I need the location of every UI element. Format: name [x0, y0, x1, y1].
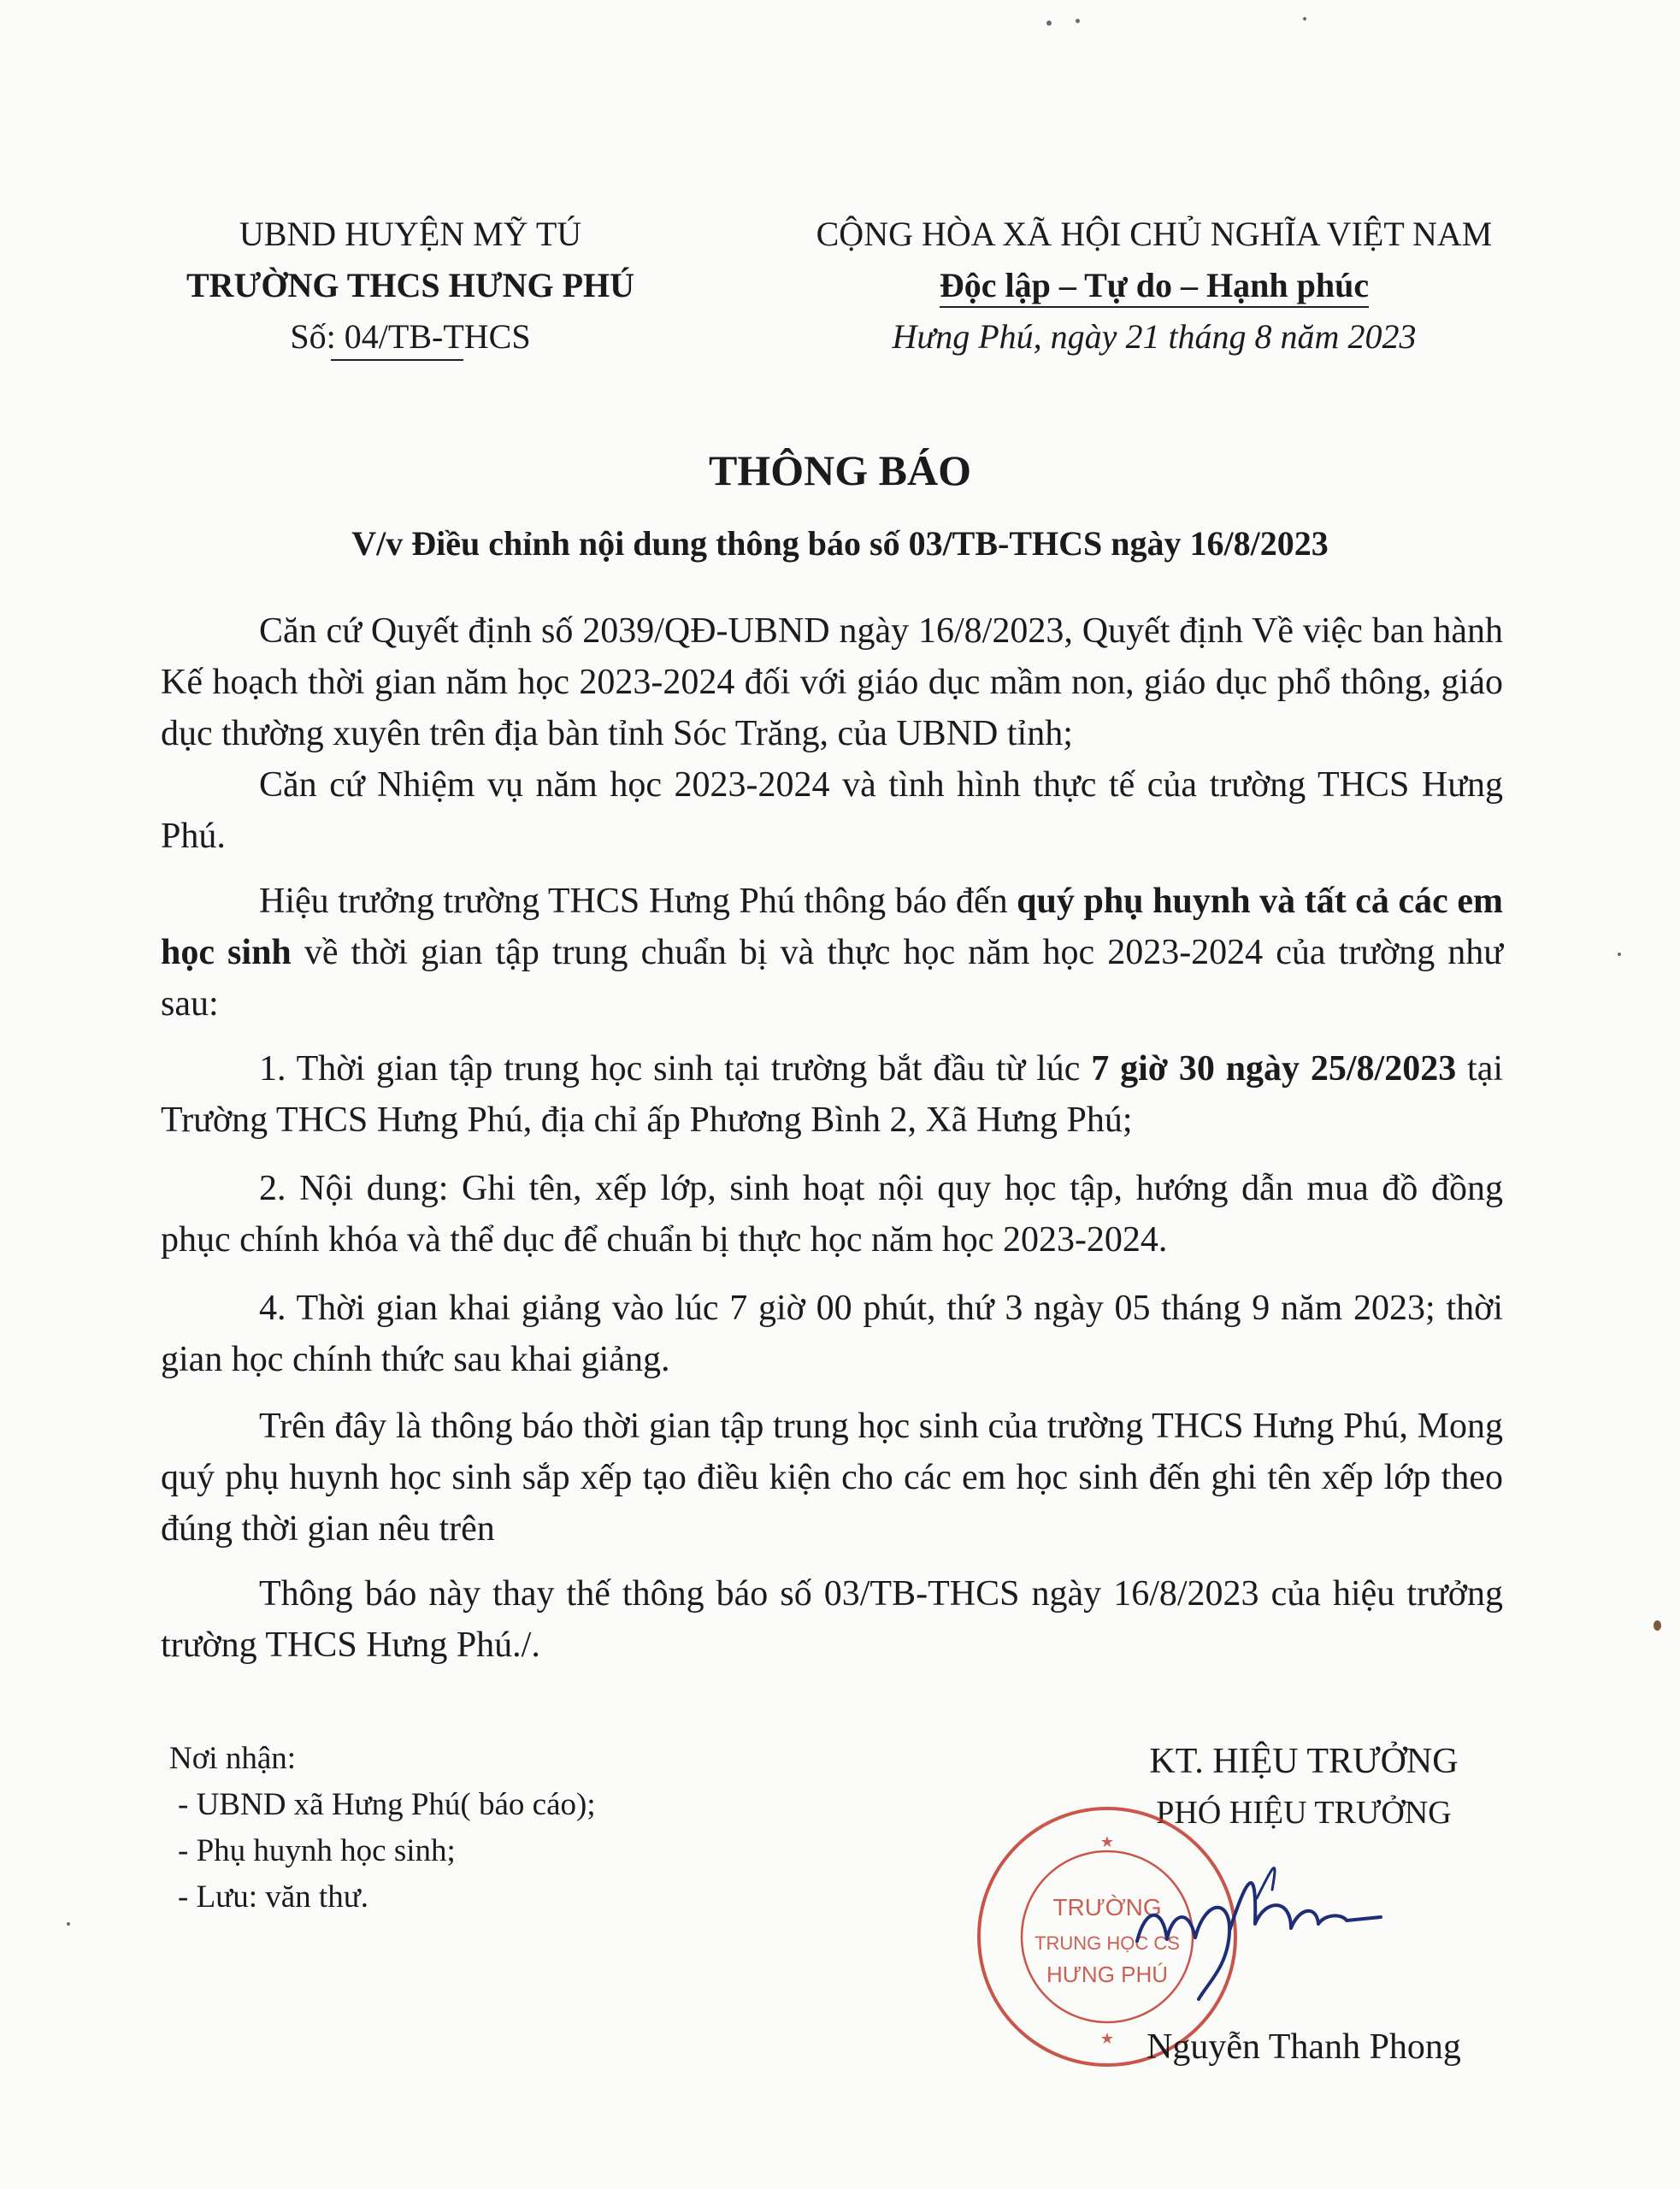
national-title: CỘNG HÒA XÃ HỘI CHỦ NGHĨA VIỆT NAM — [816, 215, 1493, 253]
paragraph-item-2: 2. Nội dung: Ghi tên, xếp lớp, sinh hoạt nội quy học tập, hướng dẫn mua đồ đồng phục chính khóa và thể dục để chuẩn bị thực học năm học 2023-2024. — [161, 1169, 1503, 1260]
svg-text:★: ★ — [1099, 2030, 1115, 2047]
recipients-label: Nơi nhận: — [169, 1741, 297, 1776]
paragraph-announcement: Hiệu trưởng trường THCS Hưng Phú thông báo đến quý phụ huynh và tất cả các em học sinh về thời gian tập trung chuẩn bị và thực học năm học 2023-2024 của trường như sau: — [161, 882, 1504, 1024]
national-motto: Độc lập – Tự do – Hạnh phúc — [718, 260, 1590, 311]
scan-speck — [1303, 17, 1306, 21]
paragraph-legal-basis-1: Căn cứ Quyết định số 2039/QĐ-UBND ngày 16/8/2023, Quyết định Về việc ban hành Kế hoạch thời gian năm học 2023-2024 đối với giáo dục mầm non, giáo dục phổ thông, giáo dục thường xuyên trên địa bàn tỉnh Sóc Trăng, của UBND tỉnh; — [161, 611, 1503, 753]
school-name: TRƯỜNG THCS HƯNG PHÚ — [186, 266, 635, 304]
document-date: Hưng Phú, ngày 21 tháng 8 năm 2023 — [892, 317, 1417, 356]
scan-speck — [1046, 21, 1052, 26]
document-number: Số: 04/TB-THCS — [290, 317, 531, 356]
paragraph-item-4: 4. Thời gian khai giảng vào lúc 7 giờ 00 phút, thứ 3 ngày 05 tháng 9 năm 2023; thời gian học chính thức sau khai giảng. — [161, 1289, 1503, 1379]
scan-speck — [1618, 953, 1621, 956]
signer-name: Nguyễn Thanh Phong — [1147, 2027, 1461, 2067]
header-right — [718, 209, 1590, 363]
recipients-block — [169, 1736, 768, 1921]
signature-subtitle: PHÓ HIỆU TRƯỞNG — [1156, 1795, 1452, 1831]
recipient-item: - Lưu: văn thư. — [178, 1879, 369, 1915]
signature-title: KT. HIỆU TRƯỞNG — [1149, 1742, 1459, 1781]
document-title: THÔNG BÁO — [709, 446, 971, 494]
paragraph-closing: Trên đây là thông báo thời gian tập trung học sinh của trường THCS Hưng Phú, Mong quý phụ huynh học sinh sắp xếp tạo điều kiện cho các em học sinh đến ghi tên xếp lớp theo đúng thời gian nêu trên — [161, 1407, 1503, 1549]
paragraph-item-1: 1. Thời gian tập trung học sinh tại trường bắt đầu từ lúc 7 giờ 30 ngày 25/8/2023 tại Trường THCS Hưng Phú, địa chỉ ấp Phương Bình 2, Xã Hưng Phú; — [161, 1049, 1504, 1140]
svg-text:TRUNG HỌC CS: TRUNG HỌC CS — [1035, 1932, 1180, 1954]
paragraph-replacement-note: Thông báo này thay thế thông báo số 03/TB-THCS ngày 16/8/2023 của hiệu trưởng trường THCS Hưng Phú./. — [161, 1574, 1503, 1665]
document-number-underline — [331, 359, 463, 361]
svg-text:TRƯỜNG: TRƯỜNG — [1052, 1894, 1162, 1921]
document-subtitle: V/v Điều chỉnh nội dung thông báo số 03/TB-THCS ngày 16/8/2023 — [351, 524, 1329, 563]
header-left — [128, 209, 693, 363]
paragraph-legal-basis-2: Căn cứ Nhiệm vụ năm học 2023-2024 và tình hình thực tế của trường THCS Hưng Phú. — [161, 765, 1503, 856]
district-committee: UBND HUYỆN MỸ TÚ — [239, 215, 582, 253]
recipient-item: - Phụ huynh học sinh; — [178, 1833, 456, 1868]
scan-speck — [67, 1922, 70, 1926]
svg-text:★: ★ — [1099, 1833, 1115, 1850]
scan-speck — [1653, 1620, 1661, 1631]
svg-text:HƯNG PHÚ: HƯNG PHÚ — [1046, 1962, 1169, 1987]
scan-speck — [1076, 19, 1080, 23]
recipient-item: - UBND xã Hưng Phú( báo cáo); — [178, 1787, 596, 1822]
handwritten-signature — [1129, 1838, 1385, 2009]
